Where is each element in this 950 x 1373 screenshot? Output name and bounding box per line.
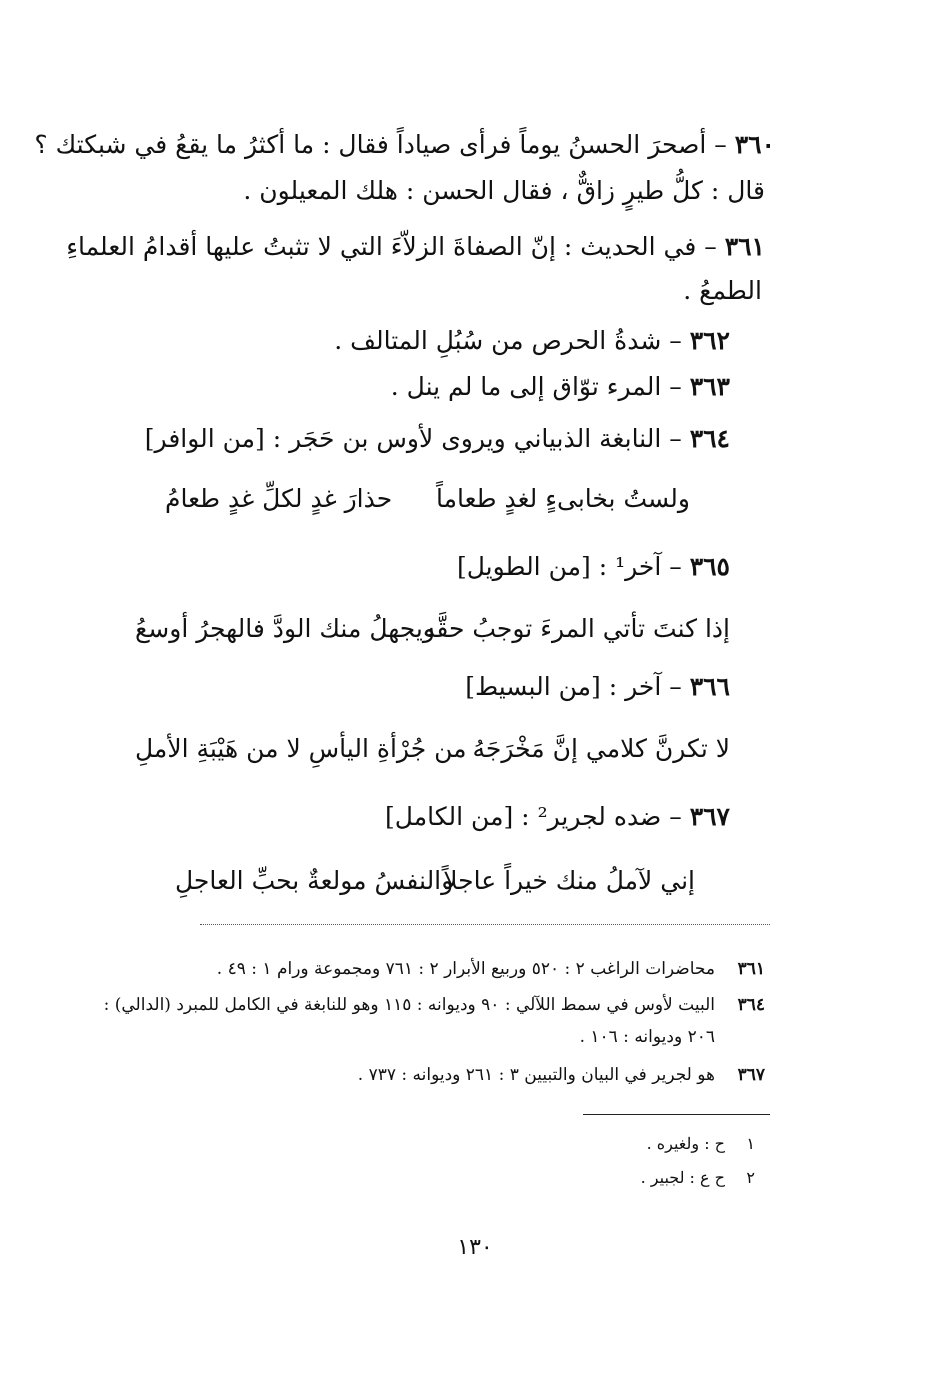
source-note-367 — [358, 1062, 765, 1088]
entry-number: ٣٦٦ — [689, 672, 730, 701]
entry-text: – ضده لجرير² : [من الكامل] — [385, 802, 682, 831]
entry-360-line1 — [34, 128, 775, 162]
note-number: ٣٦١ — [737, 959, 765, 979]
footnote-separator — [583, 1114, 770, 1115]
footnote-text: ح : ولغيره . — [646, 1134, 725, 1153]
entry-367 — [385, 800, 730, 834]
notes-separator — [200, 924, 770, 925]
verse-366-first-hemistich: لا تكرنَّ كلامي إنَّ مَخْرَجَهُ — [472, 734, 730, 763]
entry-text: – آخر : [من البسيط] — [465, 672, 682, 701]
note-number: ٣٦٧ — [737, 1065, 765, 1085]
entry-number: ٣٦٠ — [734, 130, 775, 159]
verse-367-second-hemistich: والنفسُ مولعةٌ بحبِّ العاجلِ — [175, 866, 454, 895]
note-text: هو لجرير في البيان والتبيين ٣ : ٢٦١ وديوانه : ٧٣٧ . — [357, 1065, 715, 1085]
entry-361-line1 — [66, 230, 765, 264]
entry-text: – النابغة الذبياني ويروى لأوس بن حَجَر : [من الوافر] — [144, 424, 682, 453]
entry-363 — [391, 370, 730, 404]
verse-365-first-hemistich: إذا كنتَ تأتي المرءَ توجبُ حقَّه — [422, 614, 730, 643]
entry-number: ٣٦٧ — [689, 802, 730, 831]
footnote-number: ٢ — [746, 1168, 755, 1187]
footnote-text: ح ع : لجبير . — [640, 1168, 725, 1187]
entry-number: ٣٦٢ — [689, 326, 730, 355]
footnote-1 — [647, 1132, 755, 1156]
verse-365-second-hemistich: ويجهلُ منك الودَّ فالهجرُ أوسعُ — [135, 614, 435, 643]
verse-364-first-hemistich: ولستُ بخابىءٍ لغدٍ طعاماً — [435, 484, 690, 513]
entry-text: – آخر¹ : [من الطويل] — [457, 552, 682, 581]
verse-366-second-hemistich: من جُرْأةِ اليأسِ لا من هَيْبَةِ الأملِ — [135, 734, 467, 763]
footnote-number: ١ — [746, 1134, 755, 1153]
verse-364-second-hemistich: حذارَ غدٍ لكلِّ غدٍ طعامُ — [165, 484, 393, 513]
entry-number: ٣٦١ — [724, 232, 765, 261]
verse-367-first-hemistich: إني لآملُ منك خيراً عاجلاً — [443, 866, 695, 895]
entry-365 — [457, 550, 730, 584]
source-note-364 — [104, 992, 765, 1018]
entry-number: ٣٦٤ — [689, 424, 730, 453]
entry-text: – أصحرَ الحسنُ يوماً فرأى صياداً فقال : ما أكثرُ ما يقعُ في شبكتك ؟ — [34, 130, 727, 159]
entry-361-line2 — [683, 274, 762, 308]
page-number: ١٣٠ — [457, 1235, 493, 1260]
note-text: البيت لأوس في سمط اللآلي : ٩٠ وديوانه : ١١٥ وهو للنابغة في الكامل للمبرد (الدالي) : — [103, 995, 715, 1015]
entry-362 — [334, 324, 730, 358]
source-note-364-continuation: ٢٠٦ وديوانه : ١٠٦ . — [579, 1027, 715, 1047]
entry-text: قال : كلُّ طيرٍ زاقٌّ ، فقال الحسن : هلك المعيلون . — [243, 176, 765, 205]
entry-366 — [465, 670, 730, 704]
entry-360-line2 — [243, 174, 765, 208]
entry-text: – المرء توّاق إلى ما لم ينل . — [390, 372, 682, 401]
entry-364 — [145, 422, 730, 456]
source-note-361 — [217, 956, 765, 982]
entry-text: – في الحديث : إنّ الصفاةَ الزلاّءَ التي لا تثبتُ عليها أقدامُ العلماءِ — [66, 232, 717, 261]
entry-text: – شدةُ الحرص من سُبُلِ المتالف . — [334, 326, 682, 355]
note-text: محاضرات الراغب ٢ : ٥٢٠ وربيع الأبرار ٢ : ٧٦١ ومجموعة ورام ١ : ٤٩ . — [216, 959, 715, 979]
entry-number: ٣٦٣ — [689, 372, 730, 401]
footnote-2 — [641, 1166, 755, 1190]
note-number: ٣٦٤ — [737, 995, 765, 1015]
entry-text: الطمعُ . — [683, 276, 762, 305]
entry-number: ٣٦٥ — [689, 552, 730, 581]
